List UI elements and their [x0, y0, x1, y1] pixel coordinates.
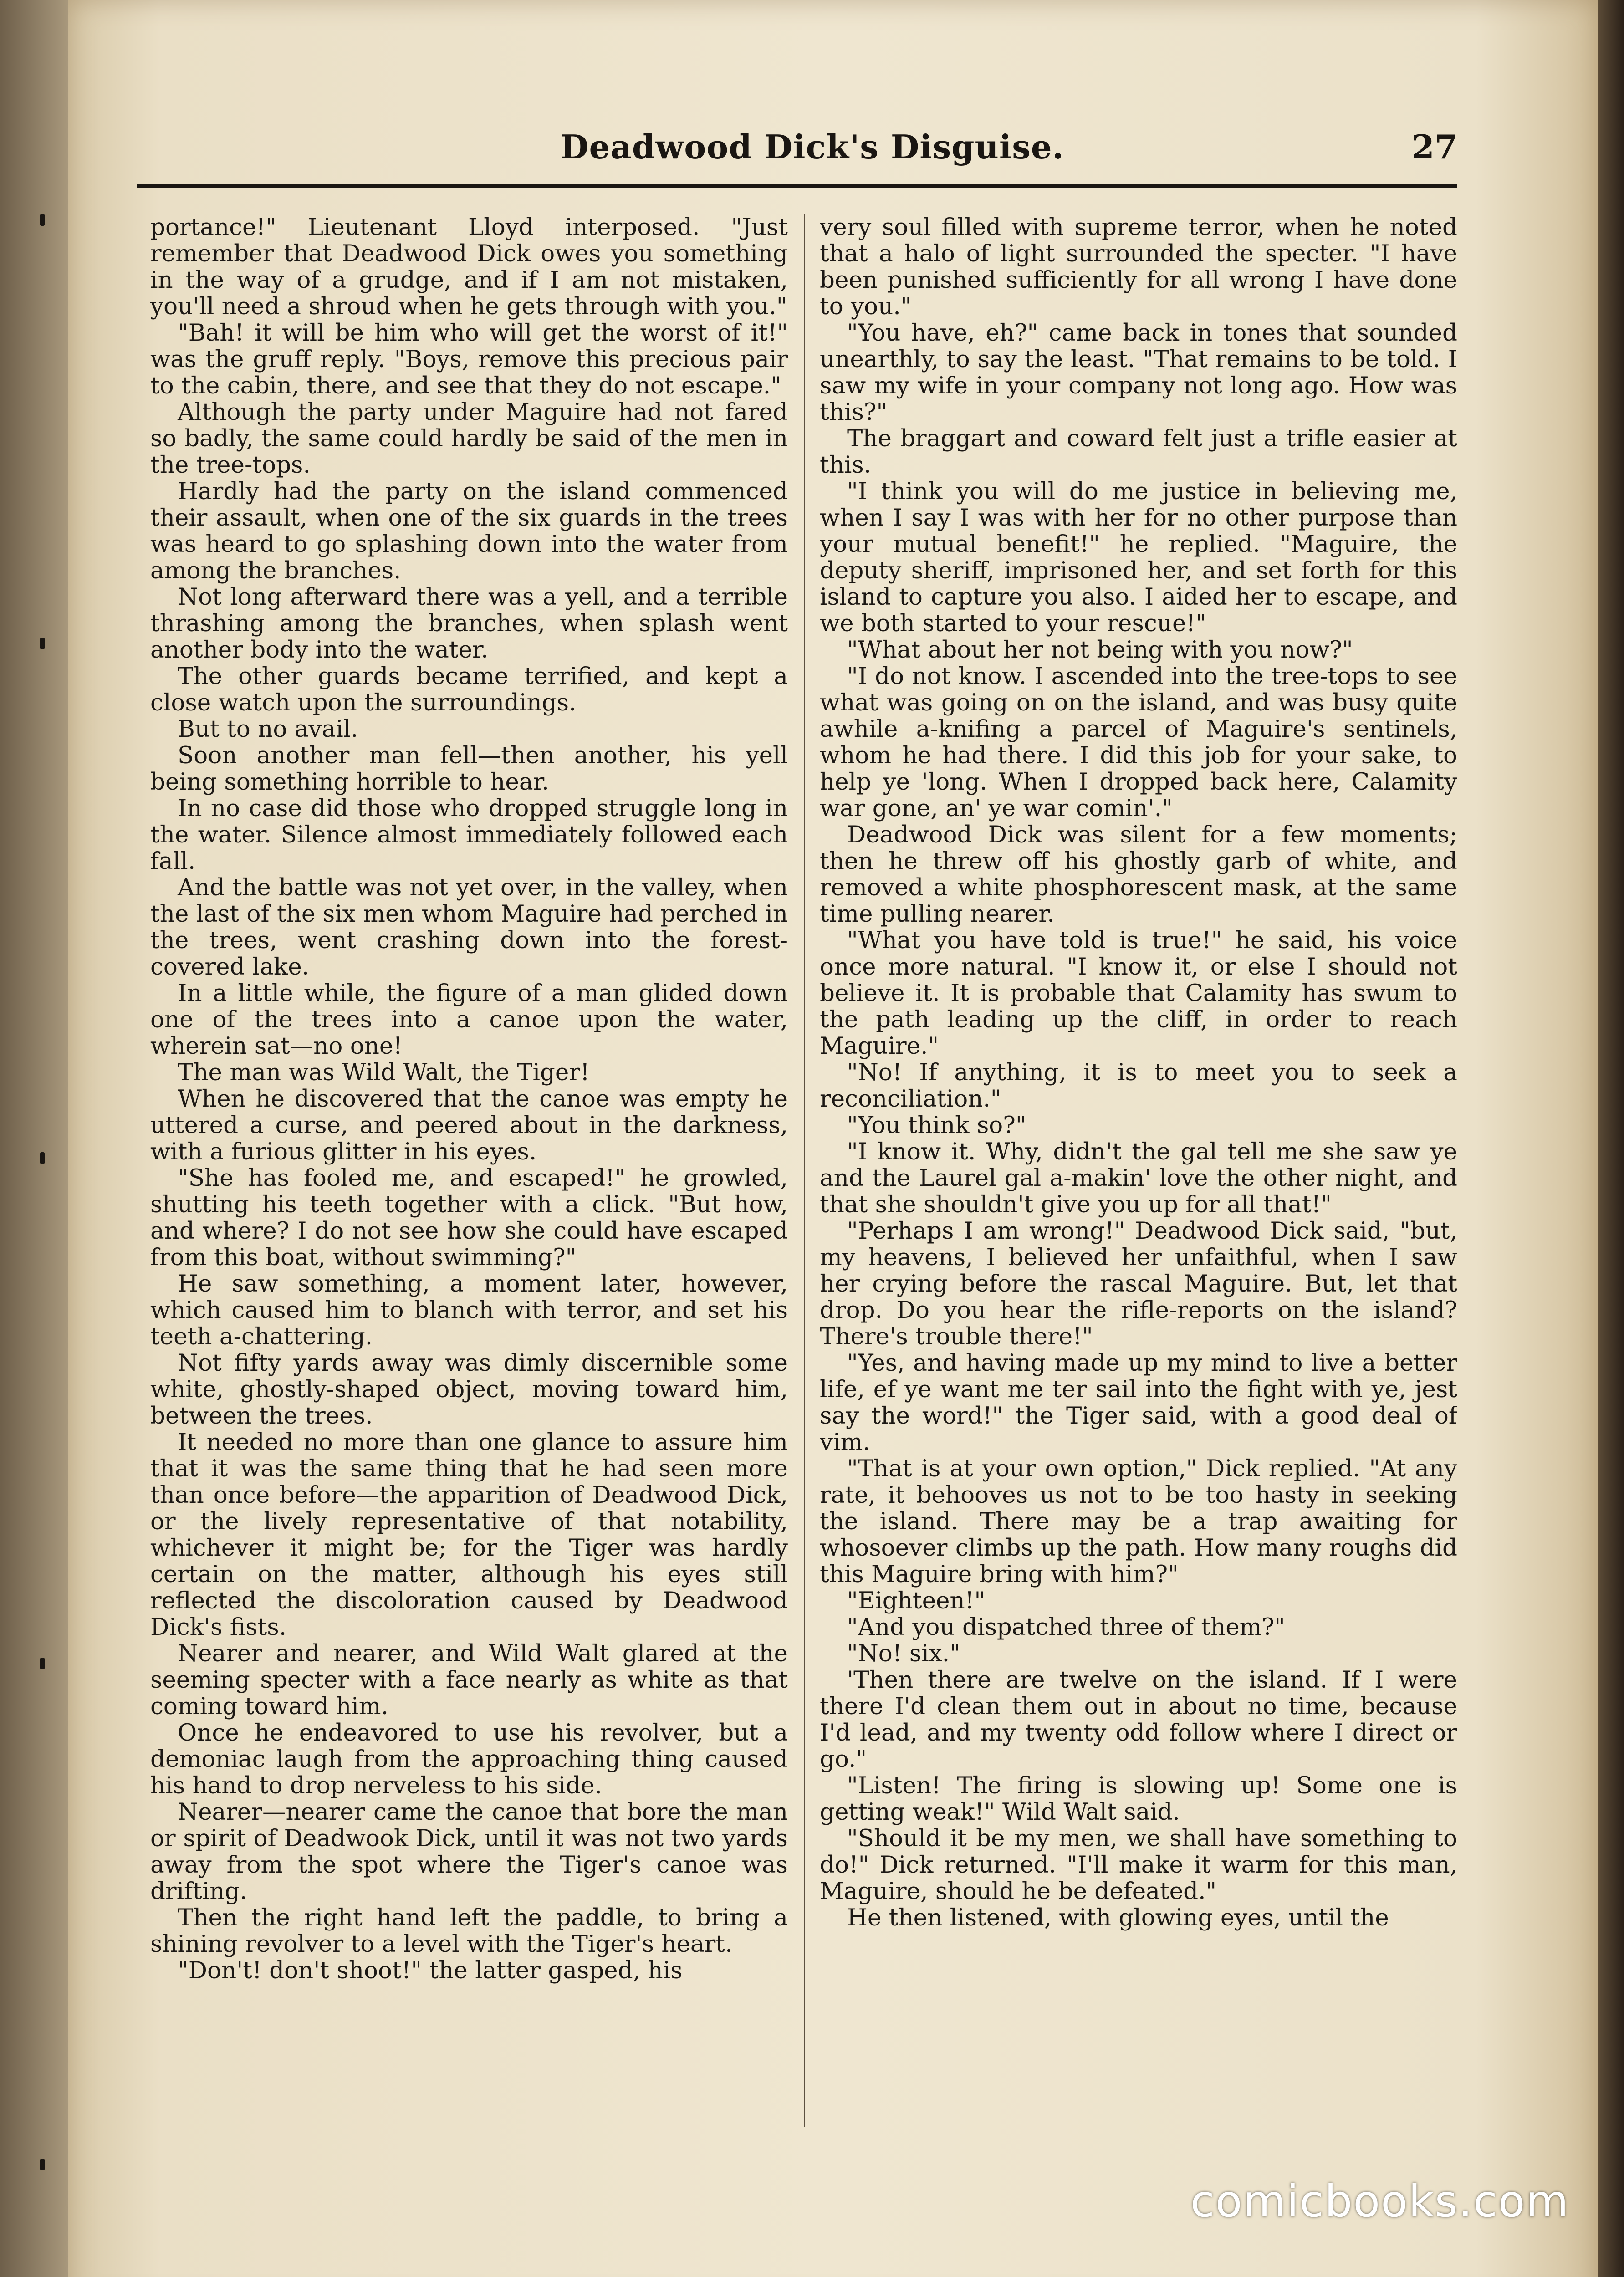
paragraph: "Perhaps I am wrong!" Deadwood Dick said, "but, my heavens, I believed her unfaithful, when I saw her crying before the rascal Maguire. But, let that drop. Do you hear the rifle-reports on the island? There's trouble there!" — [820, 1217, 1457, 1350]
running-title: Deadwood Dick's Disguise. — [560, 128, 1064, 166]
paragraph: Then the right hand left the paddle, to bring a shining revolver to a level with the Tiger's heart. — [150, 1904, 788, 1958]
paragraph: "No! If anything, it is to meet you to seek a reconciliation." — [820, 1059, 1457, 1113]
paragraph: "And you dispatched three of them?" — [847, 1613, 1285, 1641]
binding-staple — [40, 2159, 45, 2170]
paragraph: Nearer—nearer came the canoe that bore the man or spirit of Deadwook Dick, until it was not two yards away from the spot where the Tiger's canoe was drifting. — [150, 1798, 788, 1905]
binding-staple — [40, 214, 45, 226]
binding-staple — [40, 1658, 45, 1669]
paragraph: "She has fooled me, and escaped!" he growled, shutting his teeth together with a click. "But how, and where? I do not see how she could have escaped from this boat, without swimming?" — [150, 1164, 788, 1271]
paragraph: "What about her not being with you now?" — [847, 636, 1353, 664]
column-divider — [804, 214, 805, 2127]
paragraph: Soon another man fell—then another, his yell being something horrible to hear. — [150, 742, 788, 796]
running-header — [137, 123, 1457, 178]
paragraph: But to no avail. — [178, 715, 358, 743]
paragraph: "Listen! The firing is slowing up! Some one is getting weak!" Wild Walt said. — [820, 1772, 1457, 1826]
binding-staple — [40, 1152, 45, 1164]
paragraph: "No! six." — [847, 1640, 960, 1667]
paragraph: "Don't! don't shoot!" the latter gasped, his — [178, 1957, 683, 1984]
paragraph: Hardly had the party on the island commenced their assault, when one of the six guards in the trees was heard to go splashing down into the water from among the branches. — [150, 478, 788, 584]
paragraph: The man was Wild Walt, the Tiger! — [178, 1059, 590, 1086]
paragraph: He saw something, a moment later, however, which caused him to blanch with terror, and set his teeth a-chattering. — [150, 1270, 788, 1350]
paragraph: When he discovered that the canoe was empty he uttered a curse, and peered about in the darkness, with a furious glitter in his eyes. — [150, 1085, 788, 1165]
paragraph: "I think you will do me justice in believing me, when I say I was with her for no other purpose than your mutual benefit!" he replied. "Maguire, the deputy sheriff, imprisoned her, and set forth for this island to capture you also. I aided her to escape, and we both started to your rescue!" — [820, 478, 1457, 637]
paragraph: Once he endeavored to use his revolver, but a demoniac laugh from the approaching thing caused his hand to drop nerveless to his side. — [150, 1719, 788, 1799]
header-rule — [137, 184, 1457, 188]
paragraph: 'Then there are twelve on the island. If I were there I'd clean them out in about no time, because I'd lead, and my twenty odd follow where I direct or go." — [820, 1666, 1457, 1773]
page-binding — [0, 0, 68, 2277]
paragraph: Nearer and nearer, and Wild Walt glared at the seeming specter with a face nearly as white as that coming toward him. — [150, 1640, 788, 1720]
paragraph: "Should it be my men, we shall have something to do!" Dick returned. "I'll make it warm for this man, Maguire, should he be defeated." — [820, 1825, 1457, 1905]
paragraph: Although the party under Maguire had not fared so badly, the same could hardly be said of the men in the tree-tops. — [150, 398, 788, 479]
paragraph: He then listened, with glowing eyes, until the — [847, 1904, 1389, 1931]
paragraph: In a little while, the figure of a man glided down one of the trees into a canoe upon the water, wherein sat—no one! — [150, 980, 788, 1060]
paragraph: The braggart and coward felt just a trifle easier at this. — [820, 425, 1457, 479]
paragraph: "Yes, and having made up my mind to live a better life, ef ye want me ter sail into the fight with ye, jest say the word!" the Tiger said, with a good deal of vim. — [820, 1349, 1457, 1456]
paragraph: "I do not know. I ascended into the tree-tops to see what was going on on the island, and was busy quite awhile a-knifing a parcel of Maguire's sentinels, whom he had there. I did this job for your sake, to help ye 'long. When I dropped back here, Calamity war gone, an' ye war comin'." — [820, 663, 1457, 822]
paragraph: "Eighteen!" — [847, 1587, 986, 1614]
paragraph: "You have, eh?" came back in tones that sounded unearthly, to say the least. "That remains to be told. I saw my wife in your company not long ago. How was this?" — [820, 319, 1457, 426]
right-column — [820, 214, 1457, 2149]
paragraph: "What you have told is true!" he said, his voice once more natural. "I know it, or else I should not believe it. It is probable that Calamity has swum to the path leading up the cliff, in order to reach Maguire." — [820, 927, 1457, 1060]
paragraph: portance!" Lieutenant Lloyd interposed. "Just remember that Deadwood Dick owes you something in the way of a grudge, and if I am not mistaken, you'll need a shroud when he gets through with you." — [150, 214, 788, 320]
paragraph: "Bah! it will be him who will get the worst of it!" was the gruff reply. "Boys, remove this precious pair to the cabin, there, and see that they do not escape." — [150, 319, 788, 399]
binding-staple — [40, 638, 45, 649]
left-column — [150, 214, 788, 2149]
paragraph: Deadwood Dick was silent for a few moments; then he threw off his ghostly garb of white, and removed a white phosphorescent mask, at the same time pulling nearer. — [820, 821, 1457, 928]
paragraph: It needed no more than one glance to assure him that it was the same thing that he had seen more than once before—the apparition of Deadwood Dick, or the lively representative of that notability, whichever it might be; for the Tiger was hardly certain on the matter, although his eyes still reflected the discoloration caused by Deadwood Dick's fists. — [150, 1429, 788, 1641]
paragraph: "That is at your own option," Dick replied. "At any rate, it behooves us not to be too hasty in seeking the island. There may be a trap awaiting for whosoever climbs up the path. How many roughs did this Maguire bring with him?" — [820, 1455, 1457, 1588]
page-edge — [1598, 0, 1624, 2277]
watermark: comicbooks.com — [1190, 2176, 1569, 2227]
paragraph: Not long afterward there was a yell, and a terrible thrashing among the branches, when splash went another body into the water. — [150, 583, 788, 664]
paragraph: In no case did those who dropped struggle long in the water. Silence almost immediately followed each fall. — [150, 795, 788, 875]
paragraph: And the battle was not yet over, in the valley, when the last of the six men whom Maguire had perched in the trees, went crashing down into the forest-covered lake. — [150, 874, 788, 980]
paragraph: "You think so?" — [847, 1112, 1026, 1139]
paragraph: Not fifty yards away was dimly discernible some white, ghostly-shaped object, moving toward him, between the trees. — [150, 1349, 788, 1430]
paragraph: The other guards became terrified, and kept a close watch upon the surroundings. — [150, 663, 788, 716]
paragraph: very soul filled with supreme terror, when he noted that a halo of light surrounded the specter. "I have been punished sufficiently for all wrong I have done to you." — [820, 214, 1457, 320]
paragraph: "I know it. Why, didn't the gal tell me she saw ye and the Laurel gal a-makin' love the other night, and that she shouldn't give you up for all that!" — [820, 1138, 1457, 1218]
page-number: 27 — [1411, 128, 1457, 166]
